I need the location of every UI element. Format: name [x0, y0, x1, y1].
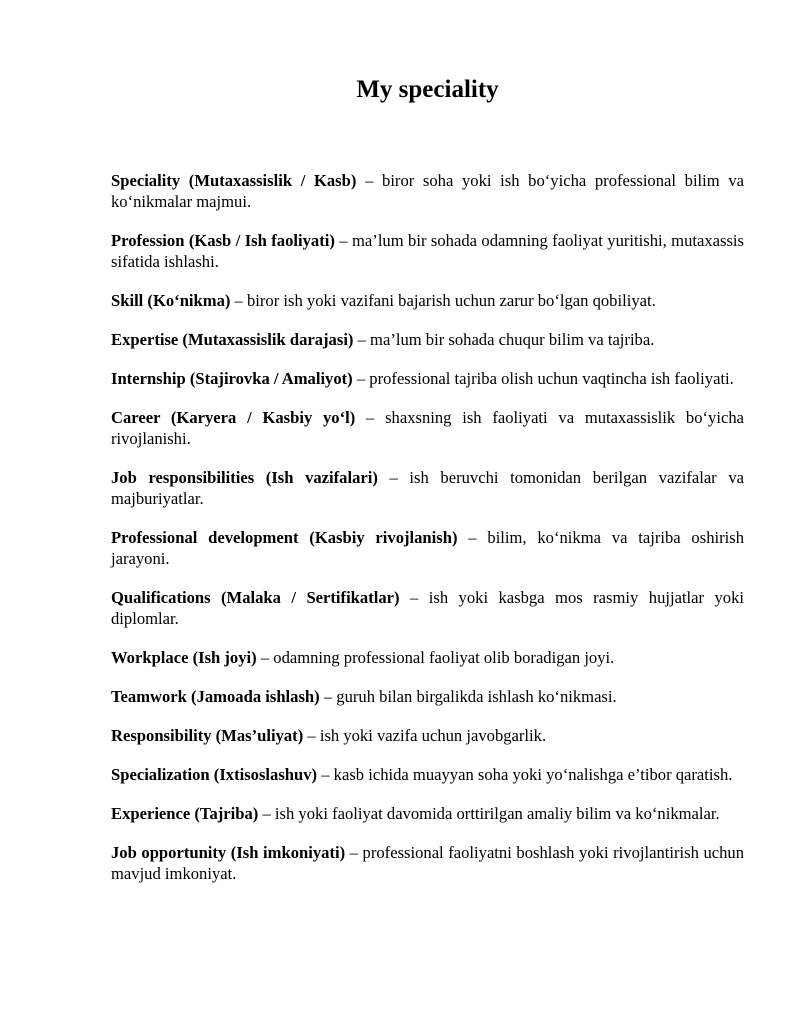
glossary-definition: – odamning professional faoliyat olib boradigan joyi. [256, 648, 615, 667]
glossary-entry [111, 407, 744, 449]
glossary-entry [111, 290, 744, 311]
glossary-definition: – bilim, ko‘nikma va tajriba oshirish jarayoni. [111, 528, 744, 568]
glossary-entry [111, 230, 744, 272]
glossary-definition: – ish yoki faoliyat davomida orttirilgan amaliy bilim va ko‘nikmalar. [258, 804, 720, 823]
glossary-term: Speciality (Mutaxassislik / Kasb) [111, 171, 357, 190]
glossary-term: Job responsibilities (Ish vazifalari) [111, 468, 378, 487]
glossary-entry [111, 764, 744, 785]
glossary-definition: – ma’lum bir sohada odamning faoliyat yuritishi, mutaxassis sifatida ishlashi. [111, 231, 744, 271]
glossary-definition: – professional faoliyatni boshlash yoki rivojlantirish uchun mavjud imkoniyat. [111, 843, 744, 883]
glossary-definition: – ish yoki vazifa uchun javobgarlik. [303, 726, 547, 745]
glossary-definition: – professional tajriba olish uchun vaqtincha ish faoliyati. [352, 369, 734, 388]
glossary-definition: – biror ish yoki vazifani bajarish uchun zarur bo‘lgan qobiliyat. [230, 291, 656, 310]
glossary-entry [111, 725, 744, 746]
glossary-definition: – shaxsning ish faoliyati va mutaxassislik bo‘yicha rivojlanishi. [111, 408, 744, 448]
glossary-entry [111, 329, 744, 350]
glossary-entry [111, 527, 744, 569]
glossary-term: Internship (Stajirovka / Amaliyot) [111, 369, 353, 388]
glossary-term: Career (Karyera / Kasbiy yo‘l) [111, 408, 356, 427]
glossary-list [111, 170, 744, 902]
glossary-entry [111, 686, 744, 707]
glossary-definition: – biror soha yoki ish bo‘yicha professional bilim va ko‘nikmalar majmui. [111, 171, 745, 211]
glossary-definition: – kasb ichida muayyan soha yoki yo‘nalishga e’tibor qaratish. [317, 765, 733, 784]
page-title: My speciality [356, 76, 499, 103]
glossary-term: Workplace (Ish joyi) [111, 648, 257, 667]
glossary-term: Profession (Kasb / Ish faoliyati) [111, 231, 335, 250]
glossary-term: Expertise (Mutaxassislik darajasi) [111, 330, 354, 349]
glossary-entry [111, 368, 744, 389]
glossary-term: Responsibility (Mas’uliyat) [111, 726, 304, 745]
glossary-definition: – ish yoki kasbga mos rasmiy hujjatlar yoki diplomlar. [111, 588, 745, 628]
glossary-term: Qualifications (Malaka / Sertifikatlar) [111, 588, 400, 607]
glossary-term: Specialization (Ixtisoslashuv) [111, 765, 318, 784]
glossary-term: Experience (Tajriba) [111, 804, 259, 823]
glossary-entry [111, 647, 744, 668]
glossary-term: Job opportunity (Ish imkoniyati) [111, 843, 346, 862]
glossary-term: Teamwork (Jamoada ishlash) [111, 687, 320, 706]
glossary-definition: – guruh bilan birgalikda ishlash ko‘nikmasi. [319, 687, 617, 706]
glossary-entry [111, 803, 744, 824]
glossary-definition: – ish beruvchi tomonidan berilgan vazifalar va majburiyatlar. [111, 468, 744, 508]
glossary-term: Professional development (Kasbiy rivojlanish) [111, 528, 458, 547]
glossary-entry [111, 170, 744, 212]
glossary-entry [111, 842, 744, 884]
glossary-definition: – ma’lum bir sohada chuqur bilim va tajriba. [353, 330, 655, 349]
glossary-term: Skill (Ko‘nikma) [111, 291, 231, 310]
glossary-entry [111, 467, 744, 509]
glossary-entry [111, 587, 744, 629]
